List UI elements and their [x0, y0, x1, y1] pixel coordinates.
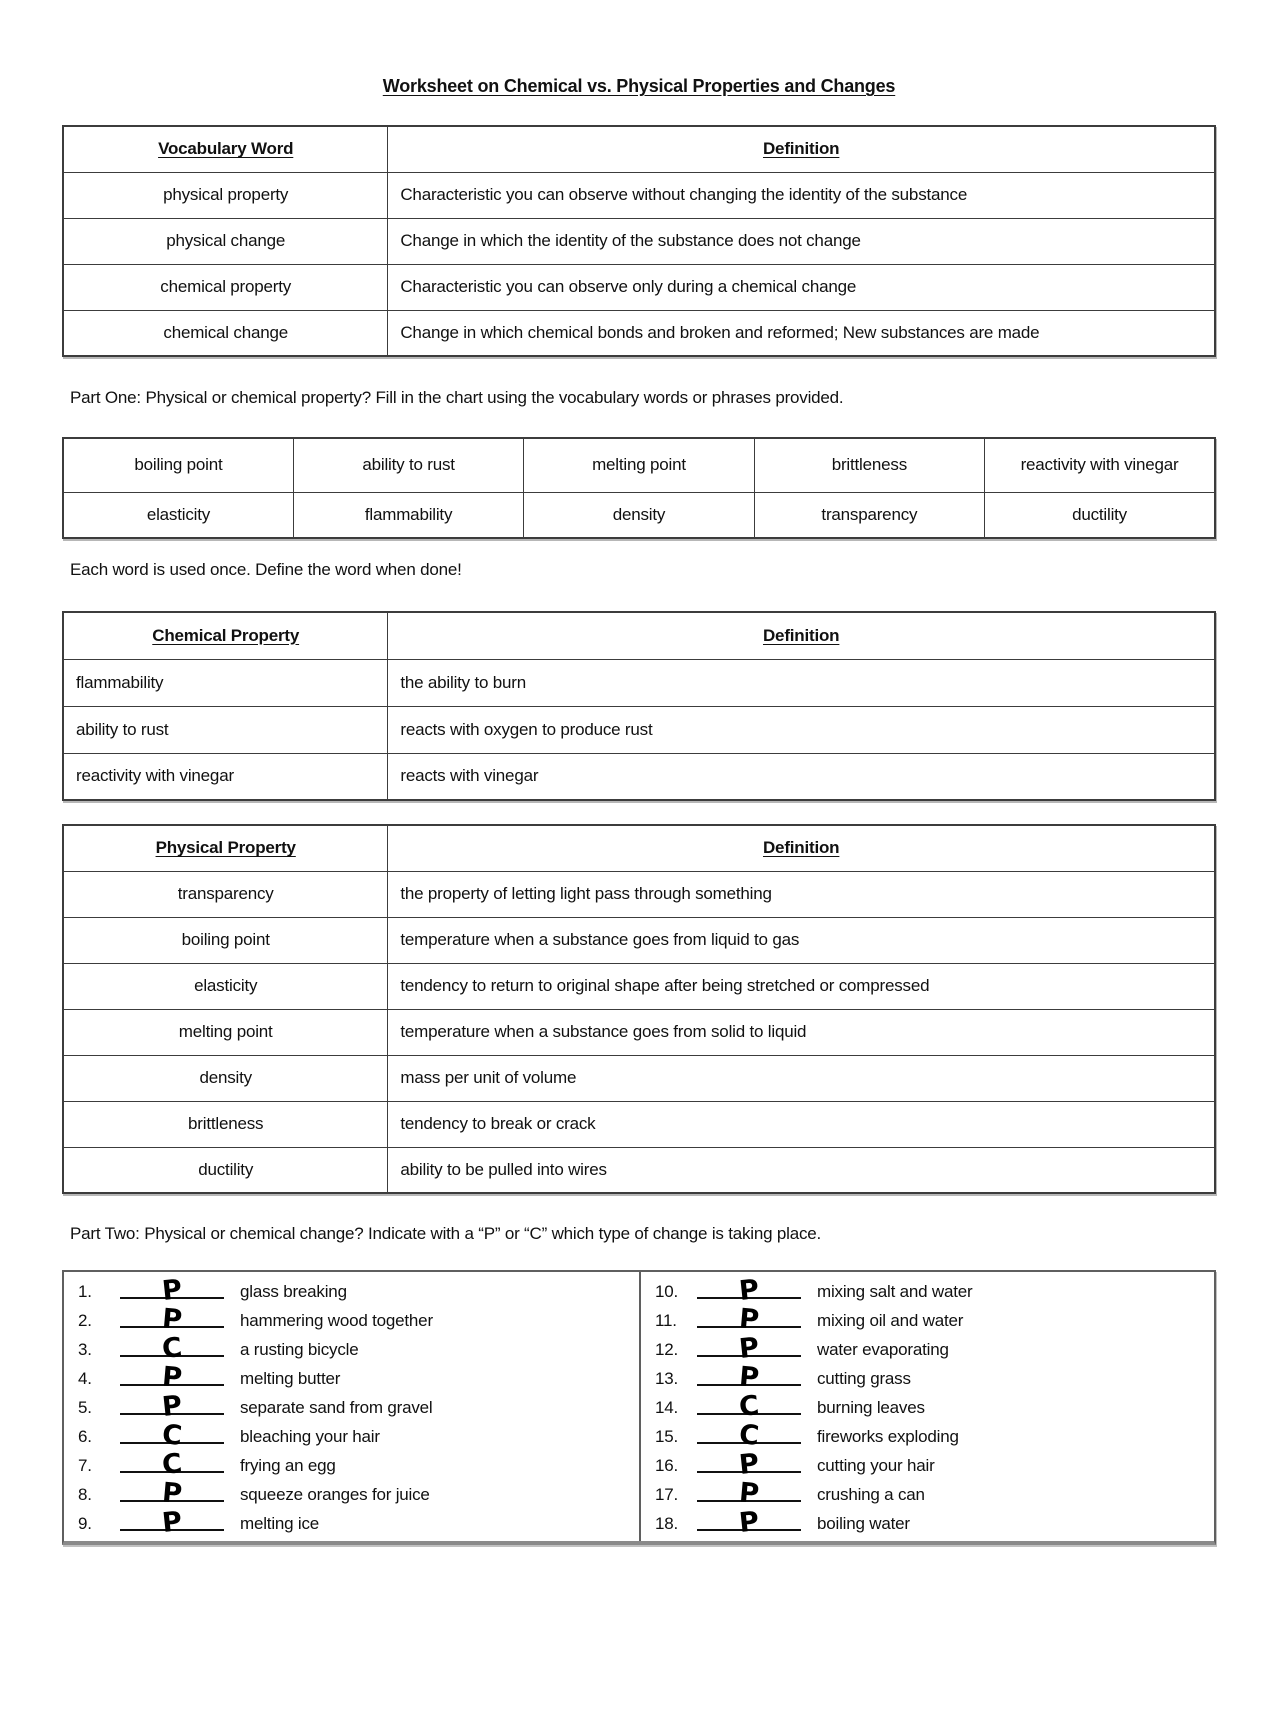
- word-bank-cell: reactivity with vinegar: [985, 438, 1215, 492]
- definition-cell: the ability to burn: [388, 659, 1215, 706]
- chemical-property-table: [62, 611, 1216, 801]
- item-number: 18.: [655, 1514, 679, 1533]
- definition-cell: reacts with oxygen to produce rust: [388, 706, 1215, 753]
- handwritten-answer: P: [737, 1361, 761, 1394]
- item-number: 12.: [655, 1340, 679, 1359]
- list-item: [74, 1303, 639, 1337]
- item-text: frying an egg: [240, 1456, 336, 1475]
- list-item: [651, 1419, 1214, 1453]
- handwritten-answer: P: [160, 1361, 184, 1394]
- definition-cell: ability to be pulled into wires: [388, 1147, 1215, 1193]
- item-text: squeeze oranges for juice: [240, 1485, 430, 1504]
- property-cell: reactivity with vinegar: [63, 753, 388, 800]
- worksheet-page: [0, 76, 1280, 1732]
- list-item: [74, 1274, 639, 1308]
- word-bank-cell: boiling point: [63, 438, 293, 492]
- list-item: [651, 1448, 1214, 1482]
- answer-blank: [120, 1448, 224, 1481]
- item-text: separate sand from gravel: [240, 1398, 433, 1417]
- table-row: [63, 1055, 1215, 1101]
- word-bank-cell: transparency: [754, 492, 984, 538]
- list-item: [74, 1361, 639, 1395]
- property-cell: melting point: [63, 1009, 388, 1055]
- handwritten-answer: C: [160, 1448, 184, 1481]
- table-row: [63, 1147, 1215, 1193]
- item-number: 17.: [655, 1485, 679, 1504]
- item-text: melting butter: [240, 1369, 341, 1388]
- handwritten-answer: C: [737, 1390, 761, 1423]
- property-cell: transparency: [63, 871, 388, 917]
- physical-property-table: [62, 824, 1216, 1194]
- list-item: [74, 1448, 639, 1482]
- answer-blank: [697, 1419, 801, 1452]
- item-number: 15.: [655, 1427, 679, 1446]
- table-row: [63, 706, 1215, 753]
- page-title: Worksheet on Chemical vs. Physical Properties and Changes: [382, 76, 896, 96]
- item-text: melting ice: [240, 1514, 320, 1533]
- handwritten-answer: P: [160, 1274, 184, 1307]
- definition-cell: Change in which the identity of the substance does not change: [388, 218, 1215, 264]
- answer-blank: [697, 1390, 801, 1423]
- list-item: [74, 1506, 639, 1540]
- list-item: [651, 1390, 1214, 1424]
- list-item: [651, 1303, 1214, 1337]
- table-row: [63, 172, 1215, 218]
- list-item: [74, 1390, 639, 1424]
- item-text: cutting grass: [817, 1369, 911, 1388]
- item-number: 1.: [78, 1282, 92, 1301]
- item-number: 7.: [78, 1456, 92, 1475]
- list-item: [651, 1332, 1214, 1366]
- item-text: a rusting bicycle: [240, 1340, 359, 1359]
- property-cell: ductility: [63, 1147, 388, 1193]
- definition-header: Definition: [388, 825, 1215, 871]
- part-one-instruction: Part One: Physical or chemical property? Fill in the chart using the vocabulary words or phrases provided.: [70, 388, 844, 407]
- property-cell: flammability: [63, 659, 388, 706]
- item-number: 9.: [78, 1514, 92, 1533]
- list-item: [651, 1361, 1214, 1395]
- table-header-row: [63, 825, 1215, 871]
- item-text: cutting your hair: [817, 1456, 935, 1475]
- table-row: [63, 1009, 1215, 1055]
- item-text: fireworks exploding: [817, 1427, 959, 1446]
- vocabulary-table: [62, 125, 1216, 357]
- vocab-word-cell: chemical property: [63, 264, 388, 310]
- table-row: [63, 310, 1215, 356]
- word-bank-cell: ability to rust: [293, 438, 523, 492]
- item-text: boiling water: [817, 1514, 910, 1533]
- table-row: [63, 218, 1215, 264]
- vocab-word-cell: physical property: [63, 172, 388, 218]
- item-number: 13.: [655, 1369, 679, 1388]
- word-bank-table: [62, 437, 1216, 539]
- table-row: [63, 492, 1215, 538]
- definition-cell: reacts with vinegar: [388, 753, 1215, 800]
- handwritten-answer: P: [160, 1390, 184, 1423]
- definition-cell: Characteristic you can observe without changing the identity of the substance: [388, 172, 1215, 218]
- definition-cell: temperature when a substance goes from solid to liquid: [388, 1009, 1215, 1055]
- handwritten-answer: P: [737, 1303, 761, 1336]
- answer-blank: [120, 1506, 224, 1539]
- handwritten-answer: P: [737, 1274, 761, 1307]
- item-text: bleaching your hair: [240, 1427, 380, 1446]
- item-text: crushing a can: [817, 1485, 925, 1504]
- answer-blank: [120, 1332, 224, 1365]
- item-number: 4.: [78, 1369, 92, 1388]
- definition-cell: tendency to break or crack: [388, 1101, 1215, 1147]
- answer-blank: [697, 1361, 801, 1394]
- table-header-row: [63, 126, 1215, 172]
- handwritten-answer: P: [160, 1303, 184, 1336]
- item-text: mixing oil and water: [817, 1311, 964, 1330]
- handwritten-answer: C: [160, 1419, 184, 1452]
- definition-cell: temperature when a substance goes from liquid to gas: [388, 917, 1215, 963]
- answer-blank: [697, 1448, 801, 1481]
- physical-property-header: Physical Property: [63, 825, 388, 871]
- table-row: [63, 659, 1215, 706]
- item-number: 3.: [78, 1340, 92, 1359]
- answer-column-left: [64, 1272, 639, 1541]
- handwritten-answer: P: [737, 1448, 761, 1481]
- table-row: [63, 1101, 1215, 1147]
- answer-blank: [697, 1274, 801, 1307]
- item-text: water evaporating: [817, 1340, 949, 1359]
- list-item: [74, 1332, 639, 1366]
- handwritten-answer: P: [737, 1506, 761, 1539]
- list-item: [651, 1477, 1214, 1511]
- handwritten-answer: C: [737, 1419, 761, 1452]
- item-text: hammering wood together: [240, 1311, 433, 1330]
- answer-blank: [697, 1477, 801, 1510]
- answer-blank: [120, 1303, 224, 1336]
- definition-header: Definition: [388, 126, 1215, 172]
- item-number: 2.: [78, 1311, 92, 1330]
- handwritten-answer: P: [737, 1477, 761, 1510]
- answer-blank: [697, 1303, 801, 1336]
- definition-cell: mass per unit of volume: [388, 1055, 1215, 1101]
- list-item: [651, 1506, 1214, 1540]
- list-item: [74, 1477, 639, 1511]
- property-cell: density: [63, 1055, 388, 1101]
- answer-blank: [120, 1477, 224, 1510]
- property-cell: boiling point: [63, 917, 388, 963]
- item-number: 14.: [655, 1398, 679, 1417]
- item-number: 16.: [655, 1456, 679, 1475]
- item-number: 8.: [78, 1485, 92, 1504]
- chemical-property-header: Chemical Property: [63, 612, 388, 659]
- list-item: [74, 1419, 639, 1453]
- handwritten-answer: P: [160, 1477, 184, 1510]
- definition-cell: tendency to return to original shape after being stretched or compressed: [388, 963, 1215, 1009]
- handwritten-answer: C: [160, 1332, 184, 1365]
- word-bank-cell: density: [524, 492, 754, 538]
- table-row: [63, 871, 1215, 917]
- answer-blank: [120, 1390, 224, 1423]
- item-text: burning leaves: [817, 1398, 925, 1417]
- handwritten-answer: P: [737, 1332, 761, 1365]
- answer-blank: [120, 1361, 224, 1394]
- item-text: glass breaking: [240, 1282, 347, 1301]
- item-number: 5.: [78, 1398, 92, 1417]
- property-cell: elasticity: [63, 963, 388, 1009]
- list-item: [651, 1274, 1214, 1308]
- answer-blank: [120, 1419, 224, 1452]
- part-two-instruction: Part Two: Physical or chemical change? Indicate with a “P” or “C” which type of change is taking place.: [70, 1224, 822, 1243]
- table-row: [63, 264, 1215, 310]
- word-bank-cell: flammability: [293, 492, 523, 538]
- item-text: mixing salt and water: [817, 1282, 973, 1301]
- property-cell: brittleness: [63, 1101, 388, 1147]
- vocab-word-cell: physical change: [63, 218, 388, 264]
- table-row: [63, 963, 1215, 1009]
- table-row: [63, 438, 1215, 492]
- part-two-answer-box: [62, 1270, 1216, 1545]
- word-bank-note: Each word is used once. Define the word when done!: [70, 560, 462, 579]
- definition-header: Definition: [388, 612, 1215, 659]
- word-bank-cell: brittleness: [754, 438, 984, 492]
- handwritten-answer: P: [160, 1506, 184, 1539]
- property-cell: ability to rust: [63, 706, 388, 753]
- word-bank-cell: melting point: [524, 438, 754, 492]
- answer-blank: [697, 1332, 801, 1365]
- table-row: [63, 917, 1215, 963]
- answer-blank: [697, 1506, 801, 1539]
- word-bank-cell: ductility: [985, 492, 1215, 538]
- vocab-word-header: Vocabulary Word: [63, 126, 388, 172]
- definition-cell: Change in which chemical bonds and broken and reformed; New substances are made: [388, 310, 1215, 356]
- item-number: 6.: [78, 1427, 92, 1446]
- item-number: 11.: [655, 1311, 677, 1330]
- answer-blank: [120, 1274, 224, 1307]
- table-header-row: [63, 612, 1215, 659]
- word-bank-cell: elasticity: [63, 492, 293, 538]
- item-number: 10.: [655, 1282, 679, 1301]
- vocab-word-cell: chemical change: [63, 310, 388, 356]
- definition-cell: the property of letting light pass through something: [388, 871, 1215, 917]
- answer-column-right: [639, 1272, 1214, 1541]
- definition-cell: Characteristic you can observe only during a chemical change: [388, 264, 1215, 310]
- table-row: [63, 753, 1215, 800]
